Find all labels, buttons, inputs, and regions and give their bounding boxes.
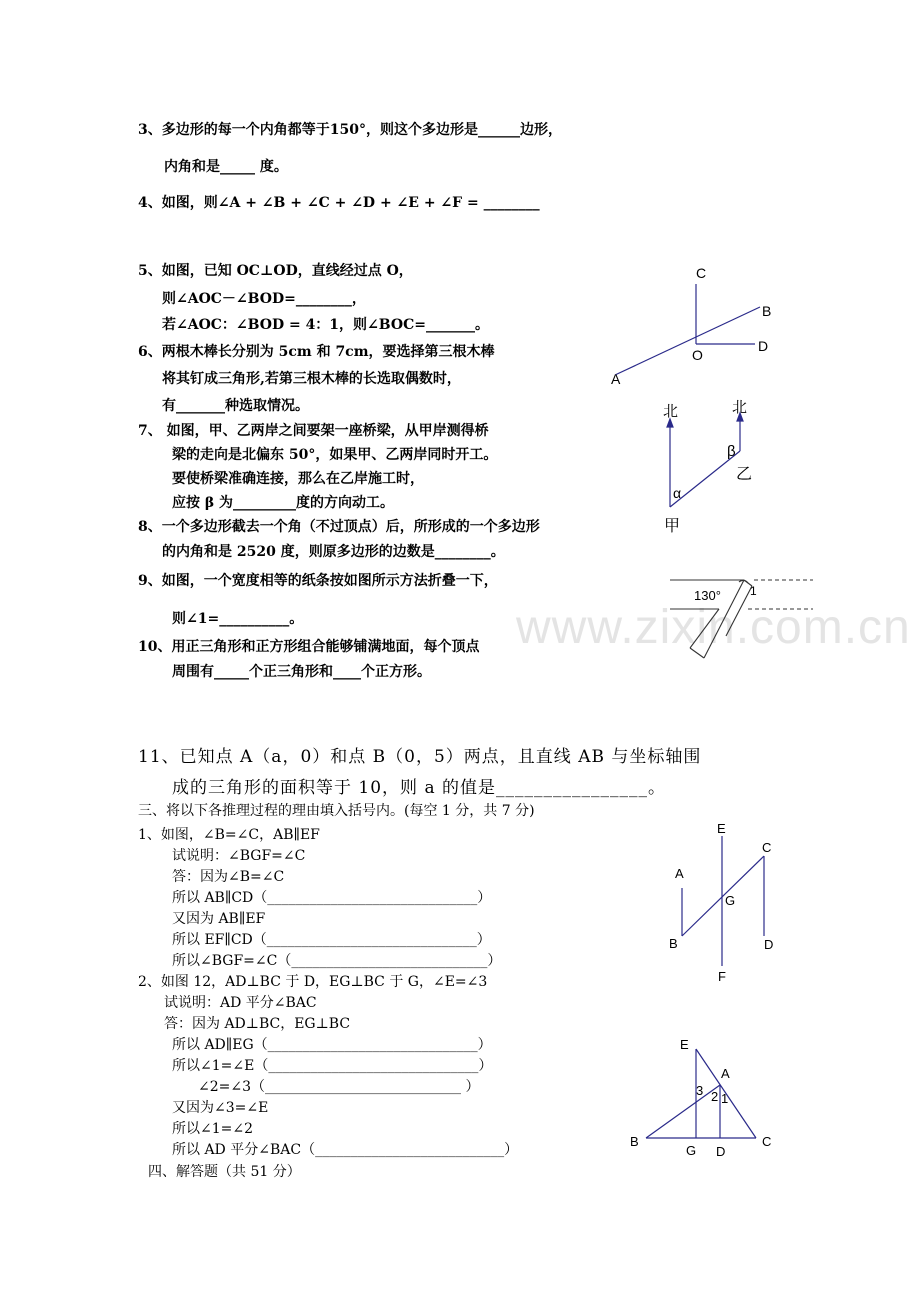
q11-line1: 11、已知点 A（a，0）和点 B（0，5）两点，且直线 AB 与坐标轴围 xyxy=(138,747,702,767)
figure-q5 xyxy=(600,262,800,392)
p2-line7: 又因为∠3=∠E xyxy=(172,1100,269,1116)
p1-label-D: D xyxy=(764,937,774,952)
p2-line4: 所以 AD∥EG（______________________________） xyxy=(172,1037,492,1053)
q6-line2: 将其钉成三角形,若第三根木棒的长选取偶数时， xyxy=(162,371,461,387)
q5-line1: 5、如图，已知 OC⊥OD，直线经过点 O， xyxy=(138,263,413,279)
p1-line2: 试说明：∠BGF=∠C xyxy=(172,848,306,864)
beta-label: β xyxy=(727,443,736,460)
yi-label: 乙 xyxy=(736,466,753,483)
p1-line7: 所以∠BGF=∠C（____________________________） xyxy=(172,953,502,969)
q8-line2: 的内角和是 2520 度，则原多边形的边数是________。 xyxy=(162,544,505,560)
figure-q9 xyxy=(668,570,818,665)
p2-line8: 所以∠1=∠2 xyxy=(172,1121,254,1137)
q8-line1: 8、一个多边形截去一个角（不过顶点）后，所形成的一个多边形 xyxy=(138,519,540,535)
q9-line2: 则∠1=__________。 xyxy=(172,611,304,627)
p2-line6: ∠2=∠3（____________________________ ） xyxy=(198,1079,480,1095)
p2-label-3: 3 xyxy=(696,1083,704,1098)
section-4-heading: 四、解答题（共 51 分） xyxy=(148,1164,301,1180)
q4-line: 4、如图，则∠A + ∠B + ∠C + ∠D + ∠E + ∠F = ________ xyxy=(138,195,540,211)
angle-1-label: 1 xyxy=(750,584,757,598)
p2-line2: 试说明：AD 平分∠BAC xyxy=(164,995,317,1011)
figure-q9-lines xyxy=(670,580,813,658)
label-C: C xyxy=(696,265,707,281)
q5-line2: 则∠AOC－∠BOD=________， xyxy=(162,291,366,307)
figure-q7 xyxy=(650,395,770,540)
watermark: www.zixin.com.cn xyxy=(516,601,911,654)
p1-label-G: G xyxy=(725,893,736,908)
p2-line9: 所以 AD 平分∠BAC（___________________________） xyxy=(172,1142,519,1158)
q11-line2: 成的三角形的面积等于 10，则 a 的值是________________。 xyxy=(172,778,666,798)
q3-line1: 3、多边形的每一个内角都等于150°，则这个多边形是______边形， xyxy=(138,122,562,138)
p2-line1: 2、如图 12，AD⊥BC 于 D，EG⊥BC 于 G，∠E=∠3 xyxy=(138,974,488,990)
figure-p2 xyxy=(628,1033,788,1163)
p2-label-G: G xyxy=(686,1143,697,1158)
p1-line3: 答：因为∠B=∠C xyxy=(172,869,285,885)
p1-line6: 所以 EF∥CD（______________________________） xyxy=(172,932,491,948)
p1-label-E: E xyxy=(717,821,726,836)
p2-line3: 答：因为 AD⊥BC，EG⊥BC xyxy=(164,1016,351,1032)
q9-line1: 9、如图，一个宽度相等的纸条按如图所示方法折叠一下， xyxy=(138,573,498,589)
north-label-1: 北 xyxy=(663,403,679,420)
north-label-2: 北 xyxy=(732,399,748,416)
p2-label-C: C xyxy=(762,1134,772,1149)
p1-line5: 又因为 AB∥EF xyxy=(172,911,266,927)
q3-line2: 内角和是_____ 度。 xyxy=(164,159,288,175)
p1-label-F: F xyxy=(718,969,726,984)
figure-q5-lines xyxy=(615,284,760,375)
p2-label-A: A xyxy=(721,1066,730,1081)
p2-label-E: E xyxy=(680,1037,689,1052)
figure-p1-lines xyxy=(682,836,764,966)
p1-line4: 所以 AB∥CD（______________________________） xyxy=(172,890,492,906)
q6-line3: 有_______种选取情况。 xyxy=(162,398,309,414)
label-A: A xyxy=(611,371,621,387)
q7-line1: 7、 如图，甲、乙两岸之间要架一座桥梁，从甲岸测得桥 xyxy=(138,423,489,439)
label-O: O xyxy=(692,347,703,363)
p2-line5: 所以∠1=∠E（______________________________） xyxy=(172,1058,493,1074)
section-3-heading: 三、将以下各推理过程的理由填入括号内。(每空 1 分，共 7 分) xyxy=(138,803,535,819)
alpha-label: α xyxy=(673,485,682,501)
p2-label-2: 2 xyxy=(711,1089,719,1104)
label-B: B xyxy=(762,303,772,319)
q7-line2: 梁的走向是北偏东 50°，如果甲、乙两岸同时开工。 xyxy=(172,447,498,463)
p2-label-D: D xyxy=(716,1144,726,1159)
p1-label-C: C xyxy=(762,840,772,855)
jia-label: 甲 xyxy=(664,518,681,535)
label-D: D xyxy=(758,338,769,354)
angle-130-label: 130° xyxy=(694,588,721,603)
p1-label-B: B xyxy=(669,936,678,951)
q7-line4: 应按 β 为_________度的方向动工。 xyxy=(172,495,395,511)
figure-p1 xyxy=(660,818,790,988)
q10-line1: 10、用正三角形和正方形组合能够铺满地面，每个顶点 xyxy=(138,639,480,655)
q5-line3: 若∠AOC：∠BOD = 4：1，则∠BOC=_______。 xyxy=(162,317,489,333)
q7-line3: 要使桥梁准确连接，那么在乙岸施工时， xyxy=(172,471,424,487)
p1-label-A: A xyxy=(675,866,684,881)
p1-line1: 1、如图，∠B=∠C，AB∥EF xyxy=(138,827,320,843)
q6-line1: 6、两根木棒长分别为 5cm 和 7cm，要选择第三根木棒 xyxy=(138,344,495,360)
q10-line2: 周围有_____个正三角形和____个正方形。 xyxy=(172,664,431,680)
p2-label-B: B xyxy=(630,1134,639,1149)
p2-label-1: 1 xyxy=(721,1091,729,1106)
